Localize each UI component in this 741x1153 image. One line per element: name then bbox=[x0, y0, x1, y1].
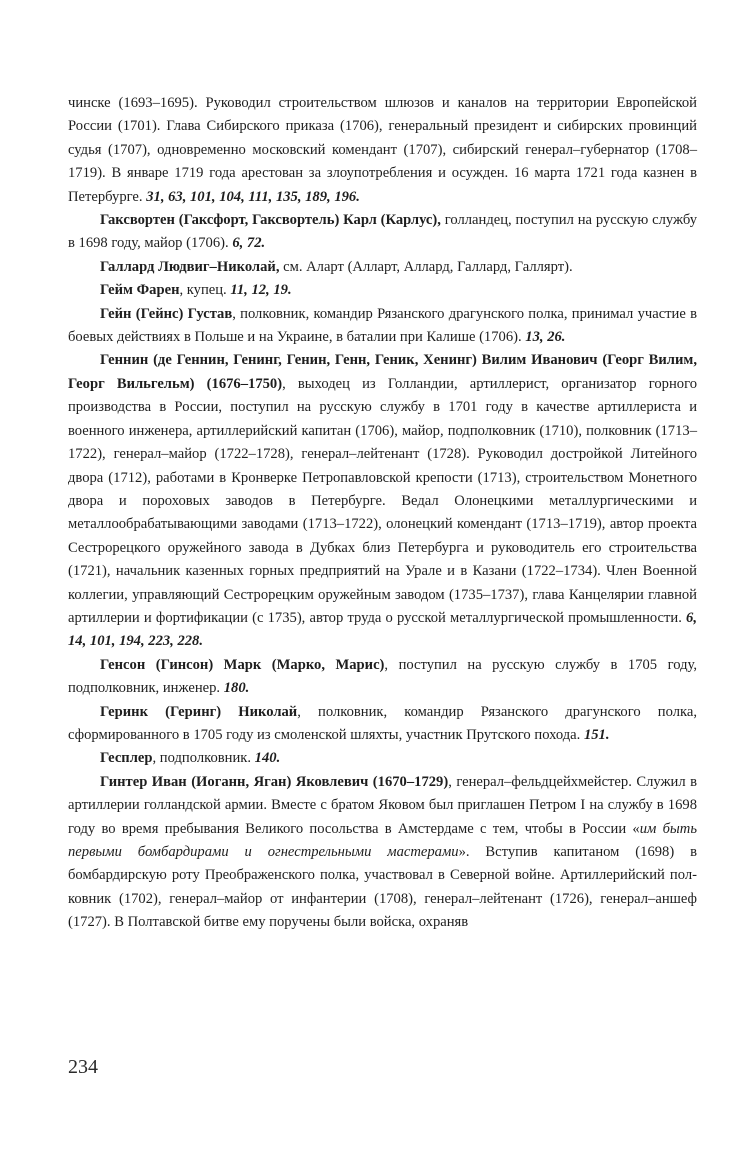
entry-head: Генсон (Гинсон) Марк (Марко, Марис) bbox=[100, 656, 385, 673]
entry-gennin bbox=[68, 349, 697, 653]
entry-body: см. Аларт (Алларт, Аллард, Галлард, Галлярт). bbox=[283, 258, 573, 275]
page-number: 234 bbox=[68, 1056, 98, 1078]
entry-head: Гейм Фарен bbox=[100, 282, 180, 299]
entry-head: Гесплер bbox=[100, 750, 153, 767]
entry-references: 140. bbox=[254, 750, 281, 767]
entry-body: , полковник, командир Рязанского драгунского полка, сформированного в 1705 году из смоленской шляхты, участник Прутского похода. bbox=[68, 703, 697, 743]
entry-body: голландец, поступил на русскую службу в 1698 году, майор (1706). bbox=[68, 212, 698, 252]
entry-head: Геннин (де Геннин, Генинг, Генин, Генн, Геник, Хенинг) Вилим Иванович (Георг Вилим, Георг Вильгельм) (1676–1750) bbox=[68, 352, 697, 392]
entry-quote: им быть первыми бомбардирами и огнестрельными мастерами bbox=[68, 820, 697, 860]
entry-head: Геринк (Геринг) Николай bbox=[100, 703, 298, 720]
entry-genson bbox=[68, 654, 697, 701]
entry-references: 180. bbox=[223, 680, 250, 697]
entry-geim bbox=[68, 279, 697, 302]
entry-references: 31, 63, 101, 104, 111, 135, 189, 196. bbox=[146, 188, 360, 205]
entry-head: Гаксвортен (Гаксфорт, Гаксвортель) Карл (Карлус), bbox=[100, 212, 441, 229]
entry-gespler bbox=[68, 747, 697, 770]
entry-body: , генерал–фельдцейхмейстер. Служил в артиллерии голландской армии. Вместе с братом Яковом был приглашен Петром I на службу в 1698 году во время пребывания Великого посольства в Амстердаме с тем, чтобы в России « bbox=[68, 773, 697, 837]
entry-gein bbox=[68, 303, 697, 350]
entry-head: Галлард Людвиг–Николай, bbox=[100, 258, 280, 275]
entry-body-continued: ». Вступив капитаном (1698) в бомбардирскую роту Преображенского полка, участвовал в Северной войне. Артиллерийский полковник (1702), генерал–майор от инфантерии (1708), генерал–лейтенант (1726), генерал–аншеф (1727). В Полтавской битве ему поручены были войска, охраняв bbox=[68, 844, 697, 931]
entry-continued bbox=[68, 92, 697, 209]
entry-references: 6, 14, 101, 194, 223, 228. bbox=[68, 609, 697, 650]
biographical-entries bbox=[68, 92, 697, 935]
entry-gaksvorten bbox=[68, 209, 697, 256]
entry-references: 11, 12, 19. bbox=[230, 282, 292, 299]
entry-body: чинске (1693–1695). Руководил строительством шлюзов и каналов на территории Европейской России (1701). Глава Сибирского приказа (1706), генеральный президент и сибирских провинций судья (1707), одновременно московский комендант (1707), сибирский генерал–губернатор (1708–1719). В январе 1719 года арестован за злоупотребления и осужден. 16 марта 1721 года казнен в Петербурге. bbox=[68, 95, 697, 205]
entry-references: 13, 26. bbox=[525, 329, 566, 346]
entry-gerink bbox=[68, 701, 697, 748]
entry-head: Гейн (Гейнс) Густав bbox=[100, 305, 233, 322]
entry-head: Гинтер Иван (Иоганн, Яган) Яковлевич (1670–1729) bbox=[100, 773, 449, 790]
entry-body: , выходец из Голландии, артиллерист, организатор горного производства в России, поступил на русскую службу в 1701 году в качестве артиллериста и военного инженера, артиллерийский капитан (1706), майор, подполковник (1710), полковник (1713–1722), генерал–майор (1722–1728), генерал–лейтенант (1728). Руководил достройкой Литейного двора (1712), работами в Кронверке Петропавловской крепости (1713), строительством Монетного двора и пороховых заводов в Петербурге. Ведал Олонецкими металлургическими и металлообрабатывающими заводами (1713–1722), олонецкий комендант (1713–1719), автор проекта Сестрорецкого оружейного завода в Дубках близ Петербурга и руководитель его строительства (1721), начальник казенных горных предприятий на Урале и в Казани (1722–1734). Член Военной коллегии, управляющий Сестрорецким оружейным заводом (1735–1737), глава Канцелярии главной артиллерии и фортификации (с 1735), автор труда о русской металлургической промышленности. bbox=[68, 375, 697, 626]
entry-body: , подполковник. bbox=[152, 750, 252, 767]
entry-body: , поступил на русскую службу в 1705 году, подполковник, инженер. bbox=[68, 656, 698, 697]
entry-references: 6, 72. bbox=[232, 235, 266, 252]
entry-references: 151. bbox=[583, 726, 610, 743]
entry-ginter bbox=[68, 771, 697, 935]
entry-gallard bbox=[68, 256, 697, 279]
entry-body: , полковник, командир Рязанского драгунского полка, принимал участие в боевых действиях в Польше и на Украине, в баталии при Калише (1706). bbox=[68, 305, 697, 346]
entry-body: , купец. bbox=[179, 282, 227, 299]
